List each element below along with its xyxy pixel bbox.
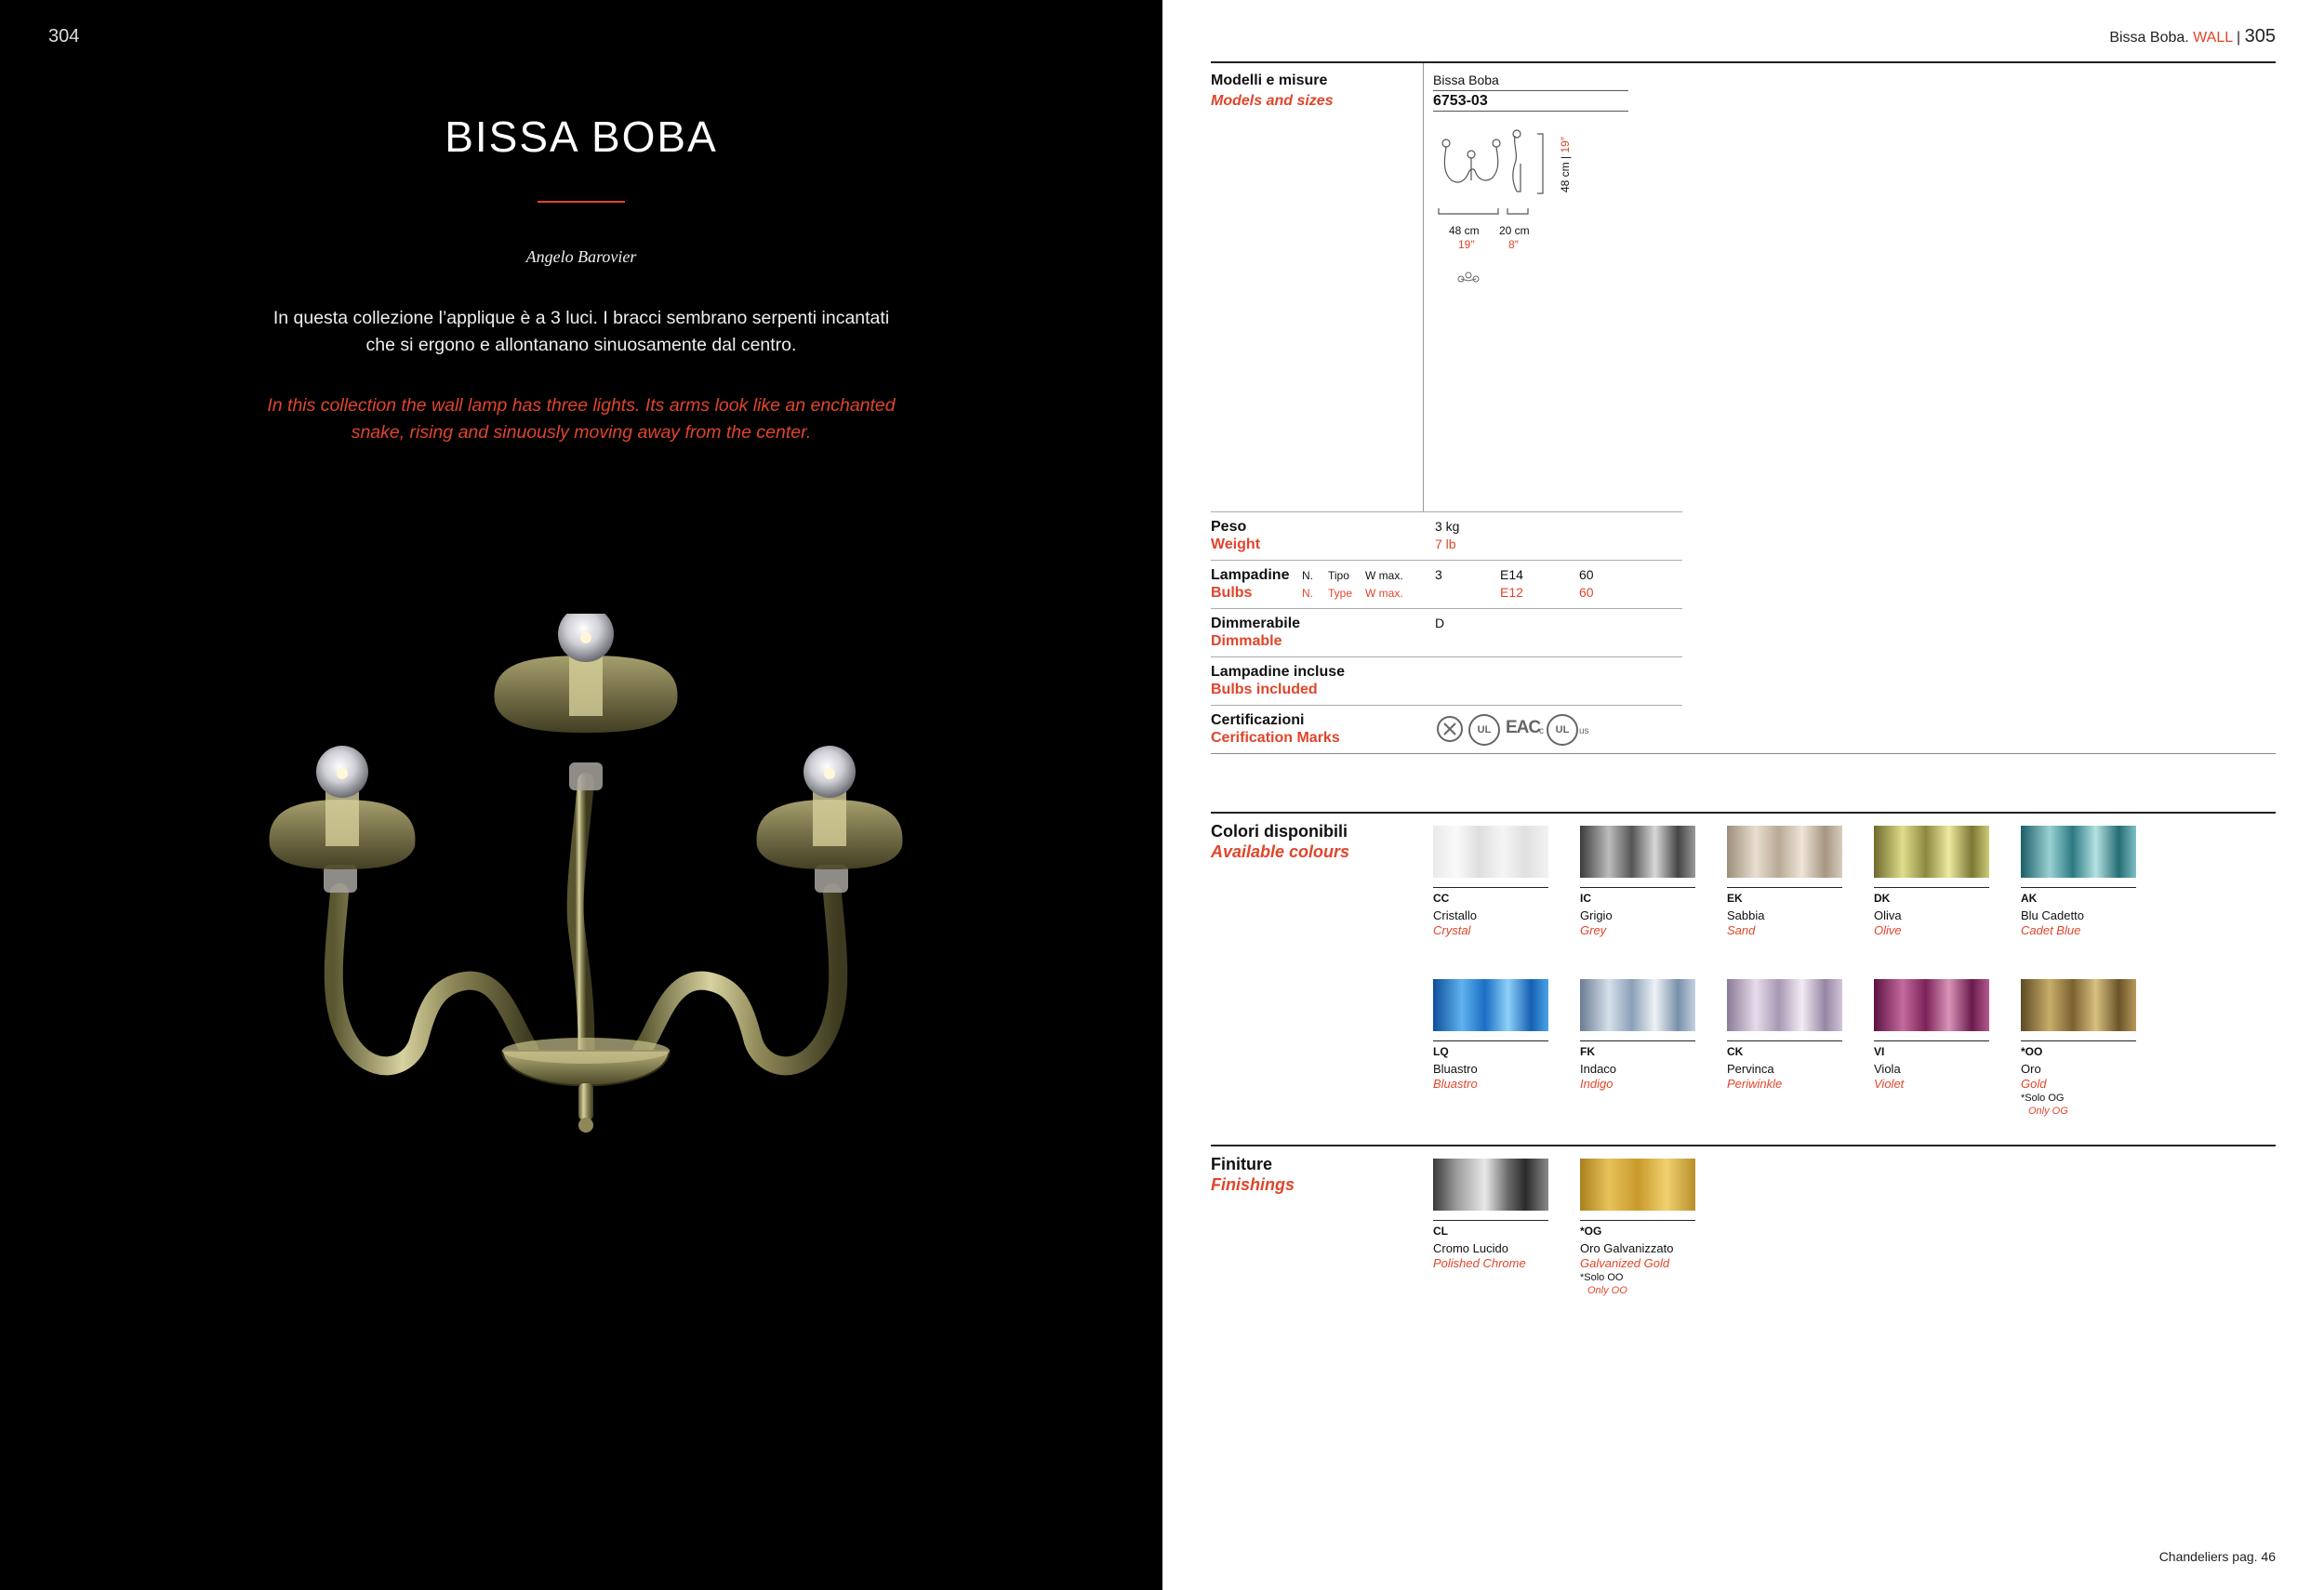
swatch-name-it: Grigio [1580,908,1613,922]
swatch-ck [1727,979,1842,1031]
colours-label-en: Available colours [1211,842,1350,861]
swatch-dk [1874,826,1989,878]
swatch-name-it: Viola [1874,1062,1901,1076]
swatch-rule [1874,1040,1989,1041]
wall-lamp-illustration [251,614,921,1283]
swatch-name-en: Violet [1874,1077,1905,1091]
page-number-left: 304 [48,26,80,46]
bulbs-w-en: W max. [1365,587,1403,600]
model-name: Bissa Boba [1433,73,1499,87]
width-cm: 48 cm [1449,224,1480,237]
bulbs-top-rule [1211,560,1682,561]
bulbs-type-en-value: E12 [1500,585,1523,600]
description-english [209,392,953,446]
cert-label-it: Certificazioni [1211,712,1305,728]
dimmable-label-it: Dimmerabile [1211,616,1301,631]
enec-mark-icon [1435,714,1465,744]
weight-label-en: Weight [1211,537,1261,552]
models-label-en: Models and sizes [1211,93,1334,109]
swatch-code: LQ [1433,1045,1449,1058]
swatch-name-en: Crystal [1433,923,1471,937]
bulbs-n-it: N. [1302,569,1313,582]
dimension-drawing [1433,126,1563,285]
swatch-code: FK [1580,1045,1595,1058]
bulbs-label-en: Bulbs [1211,585,1253,601]
swatch-star-oo [2021,979,2136,1031]
model-code-rule [1433,111,1628,112]
bulbs-w-en-value: 60 [1579,585,1594,600]
swatch-name-en: Sand [1727,923,1756,937]
swatch-note-en: Only OG [2028,1106,2068,1117]
height-in: 19″ [1559,136,1573,153]
bulbs-n-value: 3 [1435,567,1442,582]
dimmable-top-rule [1211,608,1682,609]
designer-name: Angelo Barovier [525,247,637,266]
swatch-rule [1727,1040,1842,1041]
swatch-name-it: Oliva [1874,908,1902,922]
swatch-rule [1580,1220,1695,1221]
bulbs-included-top-rule [1211,656,1682,657]
swatch-code: VI [1874,1045,1885,1058]
description-en-line-2: snake, rising and sinuously moving away from the center. [351,422,812,443]
eac-mark-icon: EAC [1506,718,1541,737]
cul-mark-icon: UL [1547,714,1578,746]
swatch-cc [1433,826,1548,878]
swatch-rule [1580,1040,1695,1041]
swatch-ak [2021,826,2136,878]
width-in: 19″ [1458,238,1475,251]
swatch-rule [2021,887,2136,888]
ul-mark-icon: UL [1468,714,1500,746]
swatch-rule [1874,887,1989,888]
swatch-rule [1580,887,1695,888]
bulbs-label-it: Lampadine [1211,567,1290,583]
swatch-ek [1727,826,1842,878]
weight-top-rule [1211,511,1682,512]
cert-marks [1435,714,1602,744]
models-label-it: Modelli e misure [1211,73,1328,88]
swatch-fk [1580,979,1695,1031]
product-title: BISSA BOBA [445,113,718,161]
swatch-name-en: Periwinkle [1727,1077,1783,1091]
finishings-label-en: Finishings [1211,1175,1295,1194]
description-it-line-1: In questa collezione l’applique è a 3 luci. I bracci sembrano serpenti incantati [272,308,890,328]
weight-lb: 7 lb [1435,537,1456,551]
swatch-name-it: Indaco [1580,1062,1617,1076]
bulbs-type-it: Tipo [1328,569,1349,582]
swatch-ic [1580,826,1695,878]
top-rule [1211,61,2276,63]
model-code: 6753-03 [1433,93,1488,109]
swatch-rule [2021,1040,2136,1041]
colours-label-it: Colori disponibili [1211,822,1348,841]
swatch-name-en: Grey [1580,923,1607,937]
swatch-code: *OO [2021,1045,2043,1058]
swatch-rule [1433,1220,1548,1221]
finishings-label-it: Finiture [1211,1155,1272,1173]
weight-kg: 3 kg [1435,519,1460,534]
swatch-code: AK [2021,892,2038,905]
swatch-code: CL [1433,1225,1448,1238]
bulbs-n-en: N. [1302,587,1313,600]
swatch-code: DK [1874,892,1891,905]
swatch-name-it: Cristallo [1433,908,1477,922]
header-separator: | [2237,30,2241,46]
bulbs-type-it-value: E14 [1500,567,1523,582]
header-category: WALL [2193,30,2233,46]
swatch-vi [1874,979,1989,1031]
swatch-code: CC [1433,892,1450,905]
cert-top-rule [1211,705,1682,706]
swatch-code: *OG [1580,1225,1602,1238]
swatch-code: EK [1727,892,1743,905]
swatch-name-it: Oro [2021,1062,2041,1076]
height-cm: 48 cm [1559,162,1573,193]
height-dim: 48 cm | 19″ [1559,136,1573,193]
swatch-name-en: Cadet Blue [2021,923,2081,937]
cul-c: c [1539,726,1544,736]
swatch-name-en: Olive [1874,923,1902,937]
swatch-star-og [1580,1159,1695,1211]
swatch-note-it: *Solo OG [2021,1093,2065,1104]
swatch-name-it: Oro Galvanizzato [1580,1241,1674,1255]
swatch-name-en: Bluastro [1433,1077,1478,1091]
swatch-rule [1433,887,1548,888]
bulbs-w-it-value: 60 [1579,567,1594,582]
bulbs-included-label-en: Bulbs included [1211,682,1318,697]
swatch-cl [1433,1159,1548,1211]
colours-top-rule [1211,812,2276,814]
swatch-name-en: Galvanized Gold [1580,1256,1670,1270]
bulbs-included-label-it: Lampadine incluse [1211,664,1346,680]
swatch-lq [1433,979,1548,1031]
swatch-rule [1727,887,1842,888]
swatch-name-it: Bluastro [1433,1062,1478,1076]
title-underline [538,201,625,203]
bulbs-w-it: W max. [1365,569,1403,582]
footer-reference: Chandeliers pag. 46 [2158,1549,2276,1564]
right-page [1162,0,2324,1590]
swatch-note-it: *Solo OO [1580,1272,1624,1283]
header-product: Bissa Boba. [2109,30,2189,46]
description-italian [209,305,953,359]
page-header [2109,26,2276,47]
swatch-rule [1433,1040,1548,1041]
swatch-name-it: Sabbia [1727,908,1765,922]
swatch-code: IC [1580,892,1591,905]
model-name-rule [1433,90,1628,91]
description-it-line-2: che si ergono e allontanano sinuosamente dal centro. [365,335,797,355]
weight-label-it: Peso [1211,519,1247,535]
description-en-line-1: In this collection the wall lamp has three lights. Its arms look like an enchanted [267,395,896,416]
page-number-right: 305 [2244,26,2276,46]
swatch-name-en: Polished Chrome [1433,1256,1526,1270]
cert-bottom-rule [1211,753,2276,754]
dimmable-value: D [1435,616,1445,630]
depth-cm: 20 cm [1499,224,1530,237]
bulbs-type-en: Type [1328,587,1353,600]
swatch-code: CK [1727,1045,1744,1058]
swatch-note-en: Only OO [1587,1285,1627,1296]
swatch-name-en: Gold [2021,1077,2047,1091]
finishings-top-rule [1211,1145,2276,1146]
spec-column-divider [1423,63,1424,511]
dimmable-label-en: Dimmable [1211,633,1282,649]
cul-us: us [1579,726,1589,736]
swatch-name-en: Indigo [1580,1077,1614,1091]
swatch-name-it: Pervinca [1727,1062,1774,1076]
swatch-name-it: Cromo Lucido [1433,1241,1508,1255]
swatch-name-it: Blu Cadetto [2021,908,2084,922]
depth-in: 8″ [1508,238,1519,251]
cert-label-en: Cerification Marks [1211,730,1340,746]
